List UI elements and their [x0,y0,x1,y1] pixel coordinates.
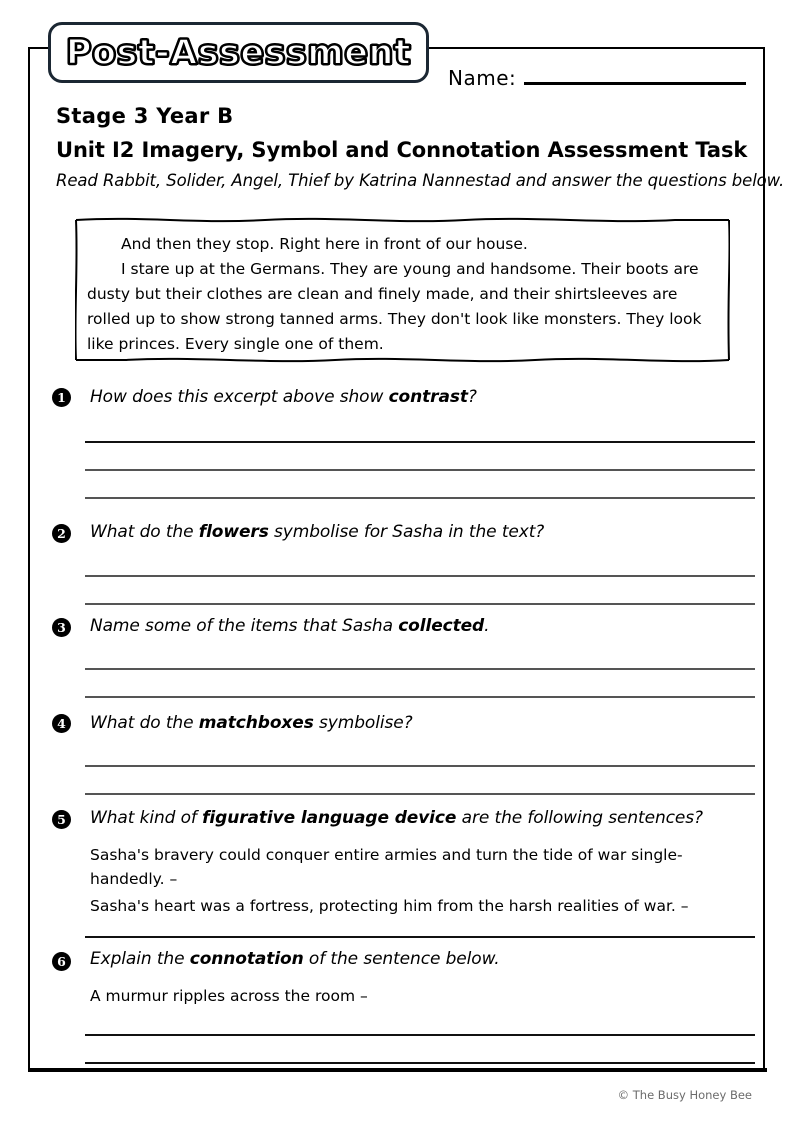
question-text [90,522,750,542]
name-label: Name: [448,66,517,90]
question-text-prefix: Explain the [90,949,190,969]
answer-line[interactable] [85,441,755,443]
question-text [90,616,750,636]
answer-line[interactable] [85,575,755,577]
excerpt-box [75,216,730,364]
excerpt-text [75,216,730,357]
excerpt-paragraph: I stare up at the Germans. They are young and handsome. Their boots are dusty but their clothes are clean and finely made, and their shirtsleeves are rolled up to show strong tanned arms. They don't look like monsters. They look like princes. Every single one of them. [87,260,702,353]
question-text [90,713,750,733]
answer-line[interactable] [85,469,755,471]
question-number: 6 [52,952,71,971]
name-field-group [448,66,746,90]
question-text-suffix: . [484,616,490,636]
question-number: 2 [52,524,71,543]
question-number: 5 [52,810,71,829]
question-text-prefix: How does this excerpt above show [90,387,389,407]
question-example-sentence: A murmur ripples across the room – [90,987,368,1005]
answer-line[interactable] [85,668,755,670]
question-text [90,387,750,407]
page-bottom-rule [28,1068,767,1072]
answer-line[interactable] [85,765,755,767]
question-text-prefix: What do the [90,713,199,733]
answer-line[interactable] [85,497,755,499]
unit-heading: Unit I2 Imagery, Symbol and Connotation Assessment Task [56,138,748,162]
question-text [90,949,750,969]
footer-copyright: © The Busy Honey Bee [617,1088,752,1102]
question-example-sentence: Sasha's heart was a fortress, protecting him from the harsh realities of war. – [90,897,689,915]
answer-line[interactable] [85,1062,755,1064]
question-text-suffix: ? [467,387,477,407]
question-number: 1 [52,388,71,407]
question-keyword: collected [398,616,485,636]
page-title: Post-Assessment [65,32,412,73]
question-keyword: matchboxes [198,713,314,733]
answer-line[interactable] [85,936,755,938]
answer-line[interactable] [85,793,755,795]
question-text-prefix: Name some of the items that Sasha [90,616,399,636]
question-keyword: flowers [198,522,269,542]
question-number: 3 [52,618,71,637]
name-input-line[interactable] [524,82,746,85]
question-example-sentence: Sasha's bravery could conquer entire armies and turn the tide of war single-handedly. – [90,846,683,888]
question-number: 4 [52,714,71,733]
answer-line[interactable] [85,603,755,605]
post-assessment-badge [48,22,429,83]
question-text-suffix: are the following sentences? [456,808,703,828]
question-text-suffix: of the sentence below. [303,949,500,969]
answer-line[interactable] [85,1034,755,1036]
question-text-prefix: What do the [90,522,199,542]
question-text-suffix: symbolise? [313,713,413,733]
question-keyword: contrast [388,387,468,407]
answer-line[interactable] [85,696,755,698]
excerpt-paragraph: And then they stop. Right here in front of our house. [121,235,528,253]
heading-block [56,104,785,190]
question-text [90,808,750,828]
instruction-text: Read Rabbit, Solider, Angel, Thief by Katrina Nannestad and answer the questions below. [56,171,785,190]
question-keyword: figurative language device [202,808,457,828]
question-text-suffix: symbolise for Sasha in the text? [268,522,545,542]
stage-heading: Stage 3 Year B [56,104,234,128]
question-keyword: connotation [189,949,304,969]
question-text-prefix: What kind of [90,808,203,828]
